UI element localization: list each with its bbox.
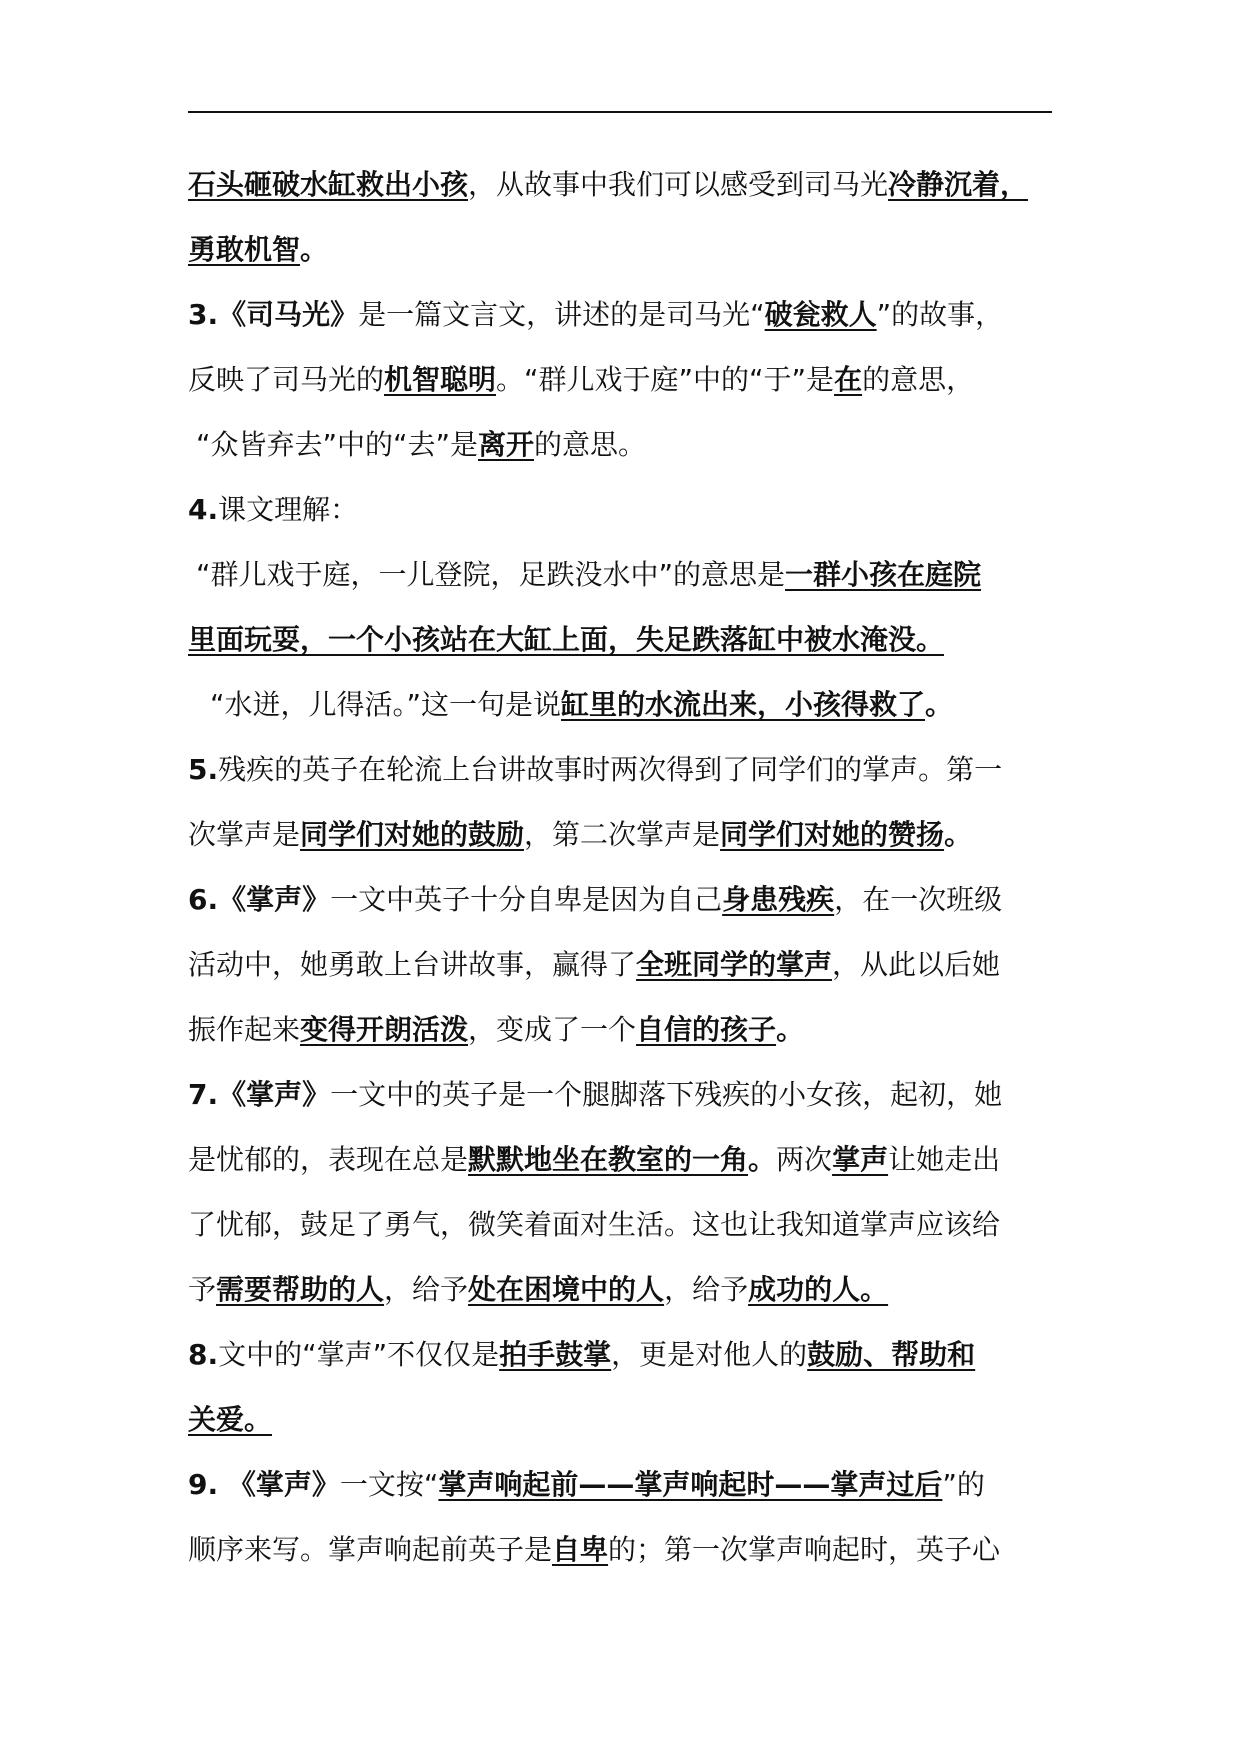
text-segment: ，第二次掌声是 [524, 818, 721, 851]
text-line [188, 1330, 1088, 1395]
answer-text: 自卑 [552, 1533, 609, 1566]
answer-text: 掌声响起前——掌声响起时——掌声过后 [438, 1468, 943, 1501]
text-segment: 振作起来 [188, 1013, 301, 1046]
text-segment: 7.《掌声》 [188, 1078, 331, 1111]
answer-text: 机智聪明 [384, 363, 497, 396]
text-segment: 。 [944, 818, 973, 851]
text-line [188, 1200, 1088, 1265]
answer-text: 全班同学的掌声 [636, 948, 833, 981]
text-segment: 两次 [776, 1143, 833, 1176]
answer-text: 石头砸破水缸救出小孩 [188, 168, 469, 201]
text-segment: 了忧郁，鼓足了勇气，微笑着面对生活。这也让我知道掌声应该给 [188, 1208, 1001, 1241]
text-segment: 的意思， [862, 363, 975, 396]
text-segment: 5. [188, 753, 219, 786]
text-line [188, 1135, 1088, 1200]
answer-text: 破瓮救人 [764, 298, 877, 331]
text-segment: ，给予 [664, 1273, 749, 1306]
text-line [188, 355, 1088, 420]
text-line [188, 1395, 1088, 1460]
text-segment: 课文理解： [218, 493, 359, 526]
text-segment: ”的 [942, 1468, 985, 1501]
answer-text: 变得开朗活泼 [300, 1013, 469, 1046]
answer-text: 一群小孩在庭院 [785, 558, 982, 591]
text-line [188, 160, 1088, 225]
text-line [188, 225, 1088, 290]
answer-text: 里面玩耍，一个小孩站在大缸上面，失足跌落缸中被水淹没。 [188, 623, 945, 656]
answer-text: 缸里的水流出来，小孩得救了 [561, 688, 926, 721]
text-segment: 一文按“ [339, 1468, 439, 1501]
answer-text: 自信的孩子 [636, 1013, 777, 1046]
text-line [188, 1525, 1088, 1590]
text-segment: “众皆弃去”中的“去”是 [196, 428, 479, 461]
text-line [188, 615, 1088, 680]
text-segment: 顺序来写。掌声响起前英子是 [188, 1533, 553, 1566]
text-segment: 是忧郁的，表现在总是 [188, 1143, 469, 1176]
text-segment: 。 [300, 233, 329, 266]
answer-text: 拍手鼓掌 [499, 1338, 612, 1371]
text-line [188, 1070, 1088, 1135]
answer-text: 勇敢机智 [188, 233, 301, 266]
text-segment: 文中的“掌声”不仅仅是 [218, 1338, 500, 1371]
text-segment: 一文中的英子是一个腿脚落下残疾的小女孩，起初，她 [330, 1078, 1003, 1111]
text-line [188, 550, 1088, 615]
text-segment: 的；第一次掌声响起时，英子心 [608, 1533, 1001, 1566]
text-line [188, 745, 1088, 810]
text-segment: 6.《掌声》 [188, 883, 331, 916]
text-segment: 活动中，她勇敢上台讲故事，赢得了 [188, 948, 637, 981]
text-segment: ”的故事， [876, 298, 1004, 331]
text-segment: 一文中英子十分自卑是因为自己 [330, 883, 723, 916]
text-segment: 9. 《掌声》 [188, 1468, 340, 1501]
header-rule [188, 111, 1052, 113]
answer-text: 默默地坐在教室的一角 [468, 1143, 749, 1176]
text-segment: 次掌声是 [188, 818, 301, 851]
text-line [188, 810, 1088, 875]
text-segment: ，从故事中我们可以感受到司马光 [468, 168, 889, 201]
text-line [188, 420, 1088, 485]
text-segment: ，给予 [384, 1273, 469, 1306]
text-line [188, 680, 1088, 745]
text-segment: ，从此以后她 [832, 948, 1001, 981]
answer-text: 成功的人。 [748, 1273, 889, 1306]
text-segment: ，在一次班级 [834, 883, 1003, 916]
text-segment: 。 [776, 1013, 805, 1046]
text-line [188, 485, 1088, 550]
answer-text: 鼓励、帮助和 [807, 1338, 976, 1371]
answer-text: 身患残疾 [722, 883, 835, 916]
answer-text: 同学们对她的鼓励 [300, 818, 525, 851]
text-segment: 。“群儿戏于庭”中的“于”是 [496, 363, 835, 396]
answer-text: 离开 [478, 428, 535, 461]
text-line [188, 290, 1088, 355]
text-segment: “水迸，儿得活。”这一句是说 [210, 688, 562, 721]
text-segment: 残疾的英子在轮流上台讲故事时两次得到了同学们的掌声。第一 [218, 753, 1003, 786]
text-segment: 。 [748, 1143, 777, 1176]
text-segment: 反映了司马光的 [188, 363, 385, 396]
answer-text: 在 [834, 363, 863, 396]
answer-text: 关爱。 [188, 1403, 273, 1436]
answer-text: 处在困境中的人 [468, 1273, 665, 1306]
text-segment: 8. [188, 1338, 219, 1371]
text-segment: ，变成了一个 [468, 1013, 637, 1046]
text-segment: 是一篇文言文，讲述的是司马光“ [358, 298, 765, 331]
text-segment: 让她走出 [888, 1143, 1001, 1176]
text-line [188, 1265, 1088, 1330]
text-line [188, 875, 1088, 940]
document-body [188, 160, 1088, 1590]
answer-text: 需要帮助的人 [216, 1273, 385, 1306]
text-line [188, 1460, 1088, 1525]
text-segment: 4. [188, 493, 219, 526]
text-segment: 的意思。 [534, 428, 647, 461]
answer-text: 同学们对她的赞扬 [720, 818, 945, 851]
answer-text: 冷静沉着， [888, 168, 1029, 201]
text-segment: ，更是对他人的 [611, 1338, 808, 1371]
text-segment: 予 [188, 1273, 217, 1306]
text-segment: “群儿戏于庭，一儿登院，足跌没水中”的意思是 [196, 558, 786, 591]
text-line [188, 940, 1088, 1005]
text-segment: 。 [925, 688, 954, 721]
answer-text: 掌声 [832, 1143, 889, 1176]
text-segment: 3.《司马光》 [188, 298, 359, 331]
text-line [188, 1005, 1088, 1070]
